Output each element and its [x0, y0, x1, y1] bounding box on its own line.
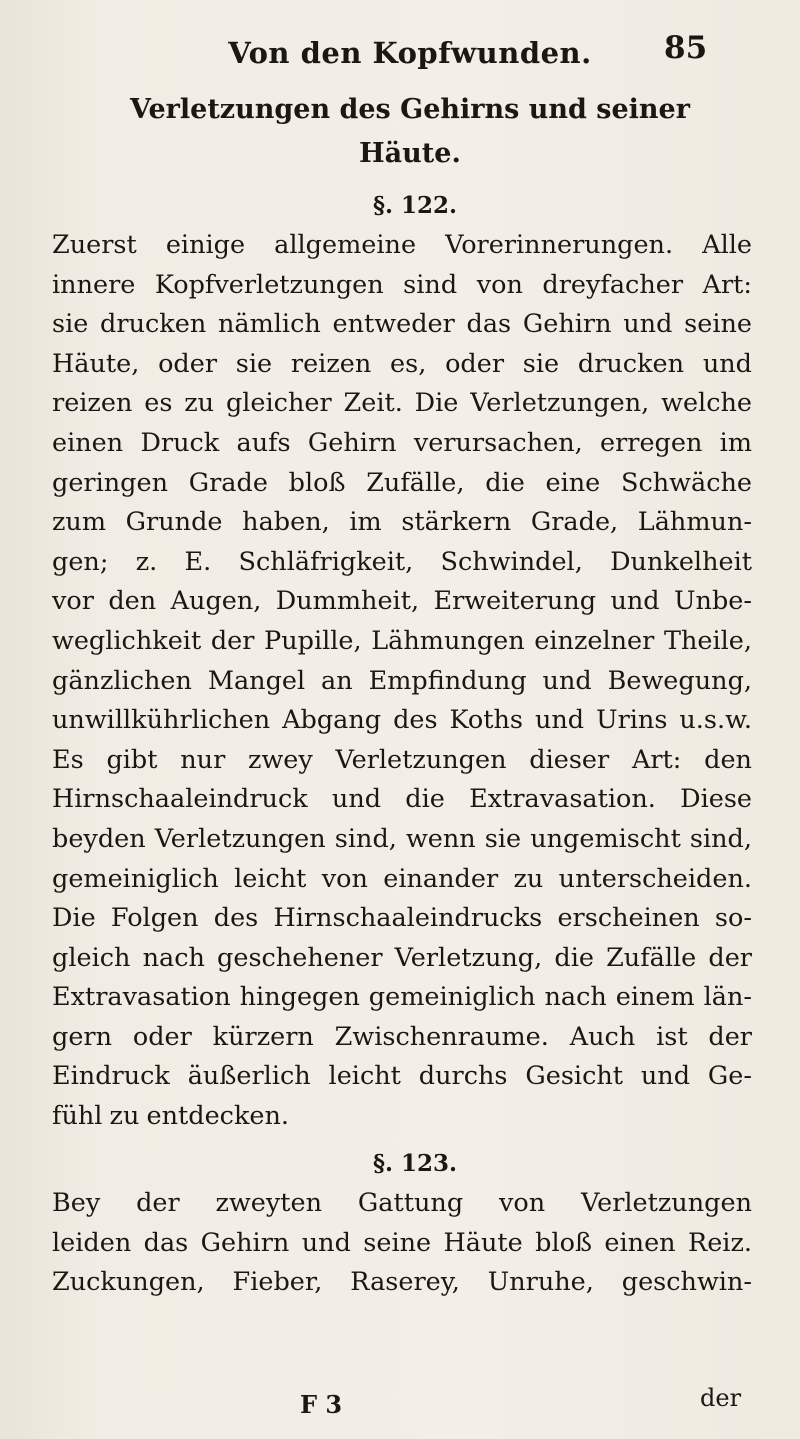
text-line: gern oder kürzern Zwischenraume. Auch ist der	[52, 1021, 752, 1052]
text-line: gemeiniglich leicht von einander zu unterscheiden.	[52, 863, 752, 894]
text-line: Bey der zweyten Gattung von Verletzungen	[52, 1188, 752, 1218]
section-number-122: §. 122.	[372, 192, 458, 219]
text-line: Hirnschaaleindruck und die Extravasation. Diese	[52, 784, 752, 815]
text-line: reizen es zu gleicher Zeit. Die Verletzungen, welche	[52, 388, 752, 419]
text-line: gleich nach geschehener Verletzung, die Zufälle der	[52, 942, 752, 973]
text-line: Zuckungen, Fieber, Raserey, Unruhe, geschwin-	[52, 1267, 752, 1298]
section-number-123: §. 123.	[372, 1150, 458, 1177]
text-line: innere Kopfverletzungen sind von dreyfacher Art:	[52, 269, 752, 300]
text-line: geringen Grade bloß Zufälle, die eine Schwäche	[52, 467, 752, 498]
text-line: gen; z. E. Schläfrigkeit, Schwindel, Dunkelheit	[52, 546, 752, 577]
text-line: beyden Verletzungen sind, wenn sie ungemischt sind,	[52, 823, 752, 854]
text-line: Häute, oder sie reizen es, oder sie drucken und	[52, 348, 752, 379]
chapter-title-line-2: Häute.	[359, 138, 461, 169]
text-line: weglichkeit der Pupille, Lähmungen einzelner Theile,	[52, 625, 752, 656]
text-line: Zuerst einige allgemeine Vorerinnerungen. Alle	[52, 230, 752, 260]
chapter-title	[80, 88, 740, 176]
text-line: einen Druck aufs Gehirn verursachen, erregen im	[52, 427, 752, 458]
text-line: Extravasation hingegen gemeiniglich nach einem län-	[52, 982, 752, 1013]
text-line: leiden das Gehirn und seine Häute bloß einen Reiz.	[52, 1227, 752, 1258]
text-line: gänzlichen Mangel an Empfindung und Bewegung,	[52, 665, 752, 696]
catchword: der	[700, 1384, 742, 1412]
text-line: unwillkührlichen Abgang des Koths und Urins u.s.w.	[52, 705, 752, 736]
text-line: Es gibt nur zwey Verletzungen dieser Art: den	[52, 744, 752, 775]
section-122-paragraph	[52, 226, 752, 1137]
text-line: zum Grunde haben, im stärkern Grade, Lähmun-	[52, 507, 752, 538]
chapter-title-line-1: Verletzungen des Gehirns und seiner	[130, 94, 690, 125]
text-line: vor den Augen, Dummheit, Erweiterung und Unbe-	[52, 586, 752, 617]
signature-mark: F 3	[300, 1390, 343, 1419]
text-line: sie drucken nämlich entweder das Gehirn und seine	[52, 309, 752, 340]
text-line: Die Folgen des Hirnschaaleindrucks erscheinen so-	[52, 903, 752, 934]
running-head: Von den Kopfwunden.	[228, 36, 592, 70]
page-number: 85	[664, 30, 708, 66]
section-123-paragraph	[52, 1184, 752, 1303]
text-line: fühl zu entdecken.	[52, 1101, 290, 1132]
text-line: Eindruck äußerlich leicht durchs Gesicht und Ge-	[52, 1061, 752, 1092]
